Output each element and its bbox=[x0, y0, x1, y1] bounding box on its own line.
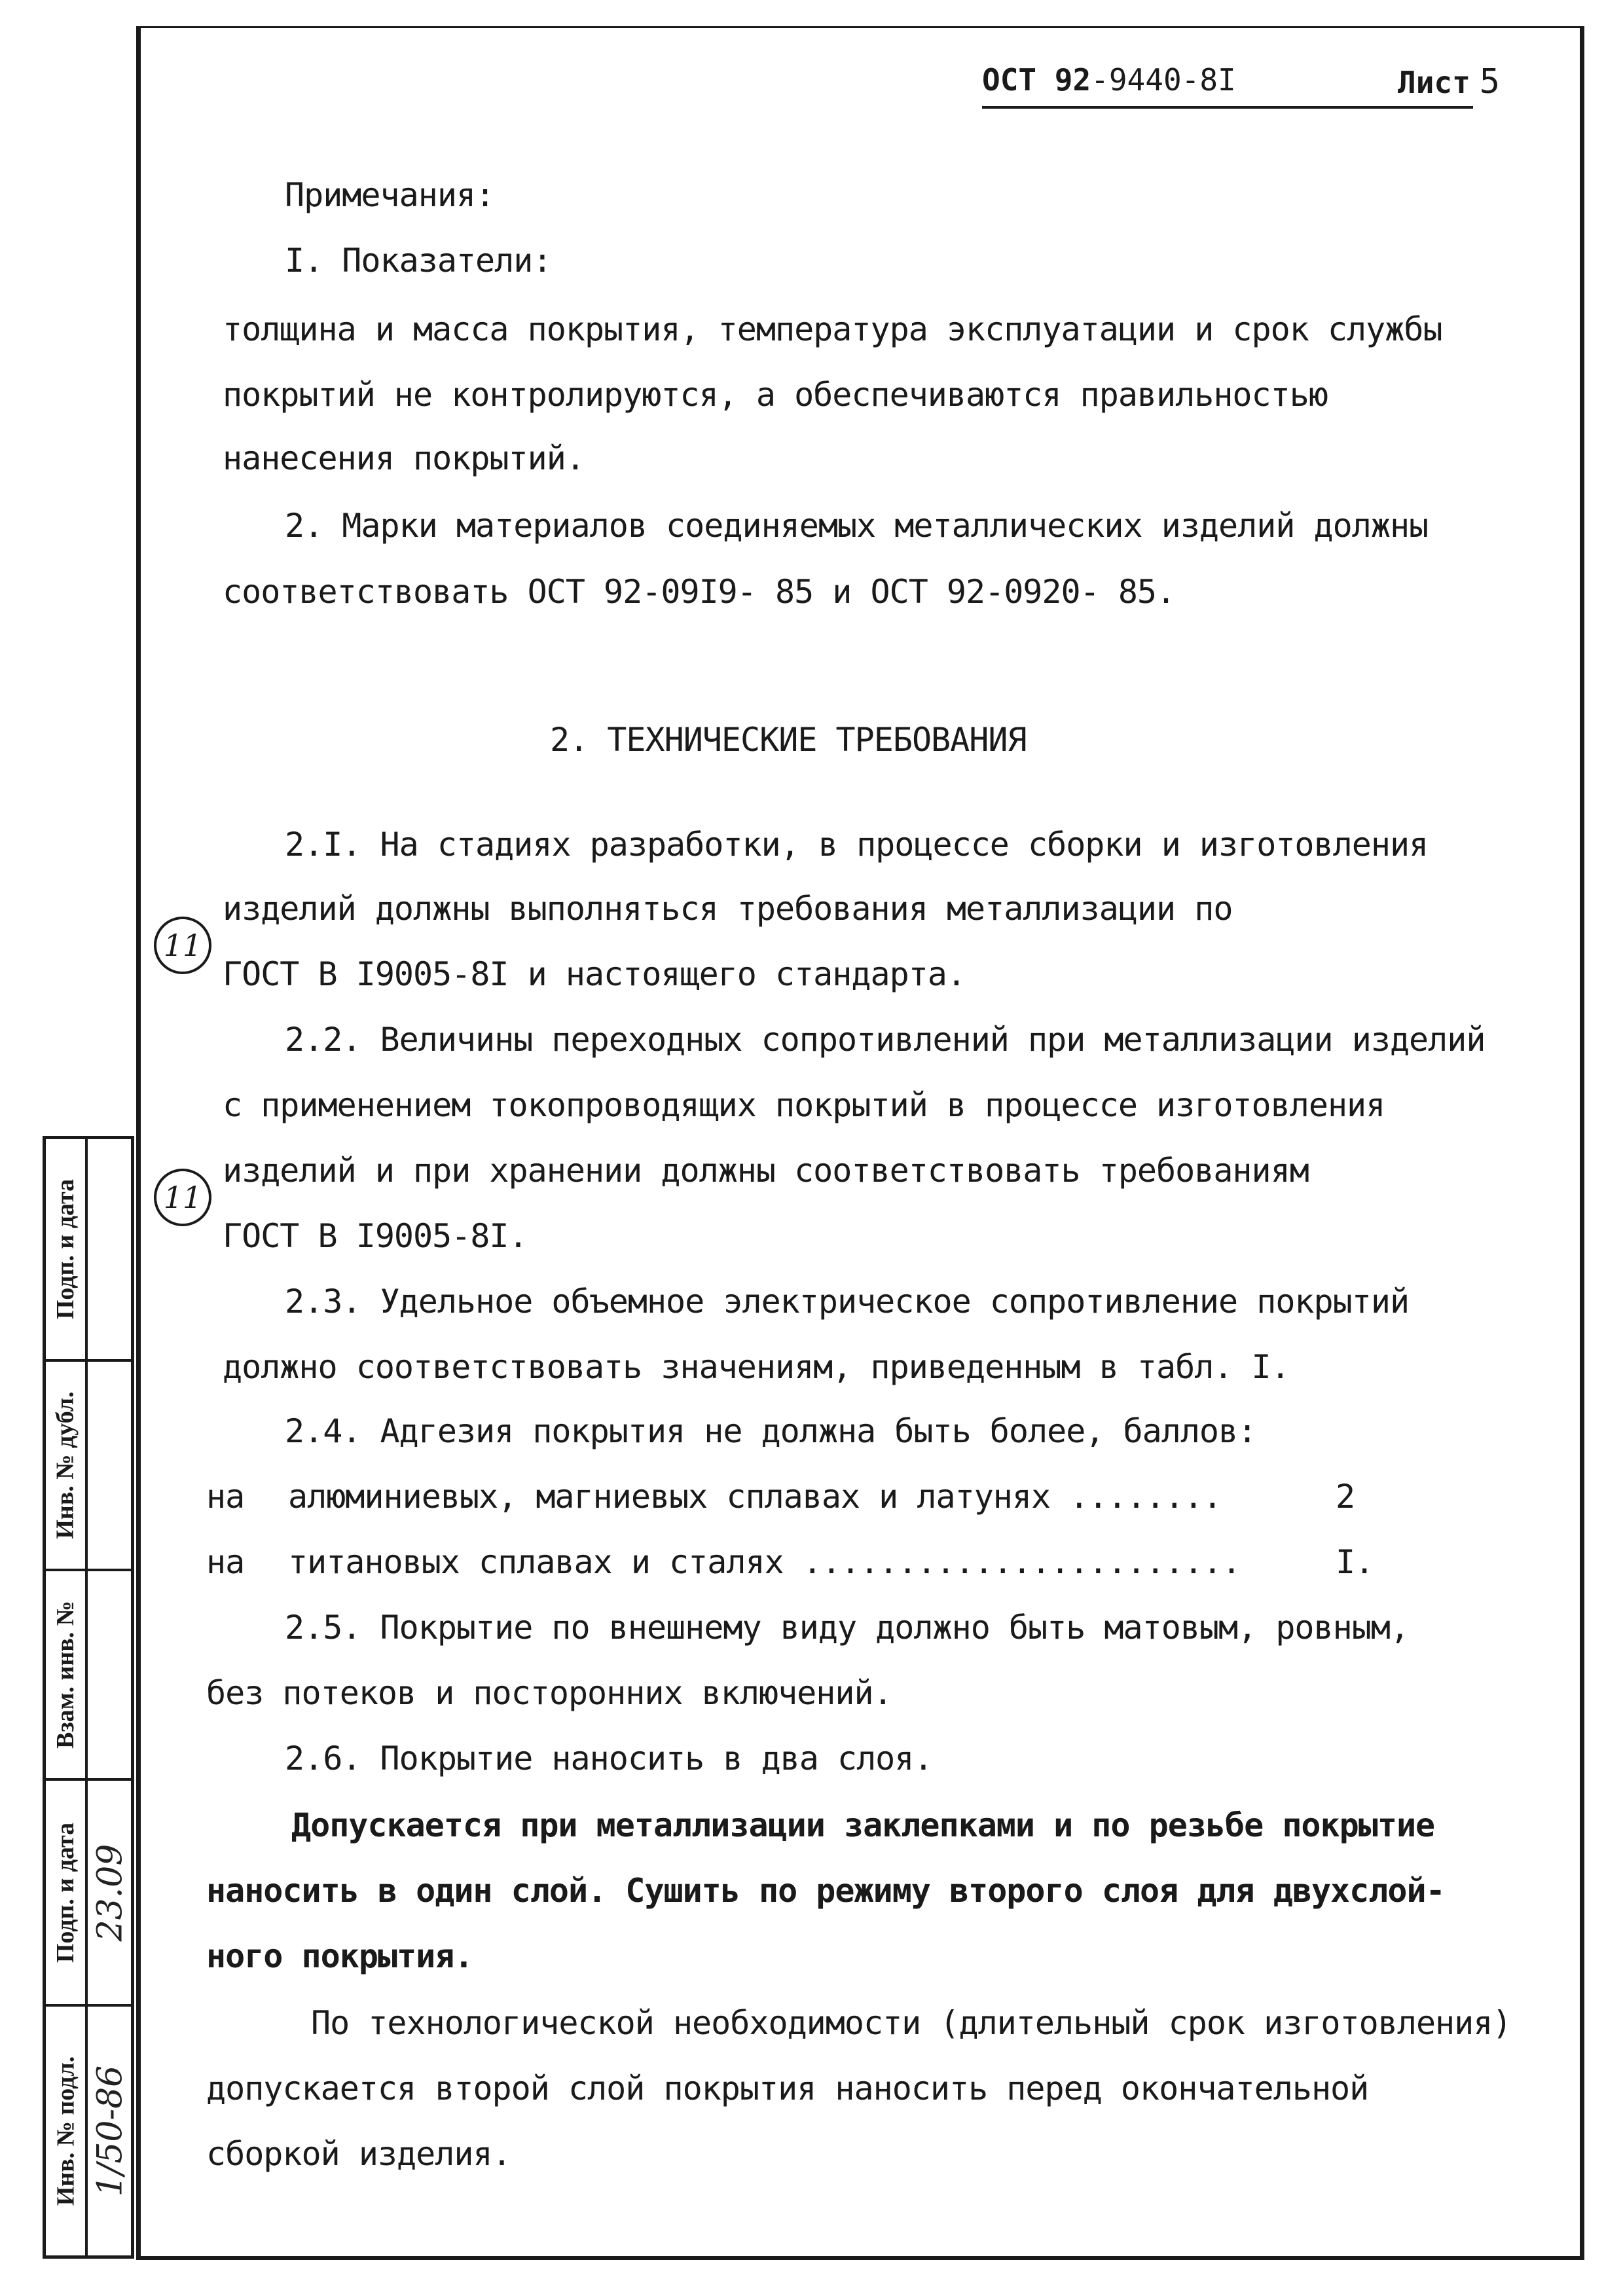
note-1-line: покрытий не контролируются, а обеспечиваются правильностью bbox=[223, 376, 1328, 414]
p24-row-value: 2 bbox=[1336, 1478, 1355, 1516]
p21-line: ГОСТ В I9005-8I и настоящего стандарта. bbox=[223, 955, 966, 993]
allowance-line: Допускается при металлизации заклепками и по резьбе покрытие bbox=[291, 1806, 1435, 1844]
section-heading: 2. ТЕХНИЧЕСКИЕ ТРЕБОВАНИЯ bbox=[550, 721, 1027, 759]
p25-line: 2.5. Покрытие по внешнему виду должно быть матовым, ровным, bbox=[285, 1609, 1410, 1647]
stamp-cell bbox=[46, 1571, 131, 1781]
p22-line: ГОСТ В I9005-8I. bbox=[223, 1217, 528, 1255]
tech-line: сборкой изделия. bbox=[206, 2135, 511, 2173]
p24-row-prefix: на bbox=[206, 1478, 245, 1516]
margin-change-mark: 11 bbox=[154, 1169, 211, 1226]
allowance-line: наносить в один слой. Сушить по режиму второго слоя для двухслой- bbox=[206, 1872, 1445, 1910]
notes-title: Примечания: bbox=[285, 176, 495, 214]
tech-line: По технологической необходимости (длительный срок изготовления) bbox=[311, 2004, 1512, 2042]
note-1-line: нанесения покрытий. bbox=[223, 439, 585, 477]
p24-row-text: алюминиевых, магниевых сплавах и латунях ........ bbox=[288, 1478, 1222, 1516]
p24-line: 2.4. Адгезия покрытия не должна быть более, баллов: bbox=[285, 1412, 1257, 1450]
p24-row-text: титановых сплавах и сталях ....................... bbox=[288, 1543, 1241, 1581]
p21-line: 2.I. На стадиях разработки, в процессе сборки и изготовления bbox=[285, 826, 1429, 864]
stamp-cell bbox=[46, 1139, 131, 1362]
stamp-cell bbox=[46, 2007, 131, 2255]
note-2-line: 2. Марки материалов соединяемых металлических изделий должны bbox=[285, 507, 1429, 545]
stamp-label: Подп. и дата bbox=[52, 1178, 79, 1320]
note-1-line: толщина и масса покрытия, температура эксплуатации и срок службы bbox=[223, 310, 1442, 348]
margin-change-mark: 11 bbox=[154, 917, 211, 974]
stamp-label: Инв. № подл. bbox=[52, 2056, 80, 2206]
page-frame bbox=[136, 26, 1584, 2260]
p23-line: должно соответствовать значениям, приведенным в табл. I. bbox=[223, 1348, 1290, 1386]
p25-line: без потеков и посторонних включений. bbox=[206, 1674, 892, 1712]
document-code: ОСТ 92-9440-8I bbox=[982, 62, 1236, 98]
p22-line: изделий и при хранении должны соответствовать требованиям bbox=[223, 1152, 1309, 1190]
p24-row-value: I. bbox=[1336, 1543, 1374, 1581]
p23-line: 2.3. Удельное объемное электрическое сопротивление покрытий bbox=[285, 1283, 1410, 1321]
p24-row-prefix: на bbox=[206, 1543, 245, 1581]
stamp-label: Подп. и дата bbox=[52, 1822, 79, 1963]
tech-line: допускается второй слой покрытия наносить перед окончательной bbox=[206, 2069, 1369, 2107]
stamp-handwritten: 23.09 bbox=[90, 1844, 130, 1941]
p22-line: с применением токопроводящих покрытий в процессе изготовления bbox=[223, 1086, 1385, 1124]
p22-line: 2.2. Величины переходных сопротивлений при металлизации изделий bbox=[285, 1021, 1486, 1059]
side-stamp bbox=[43, 1136, 134, 2259]
note-1-title: I. Показатели: bbox=[285, 242, 552, 280]
stamp-label: Инв. № дубл. bbox=[52, 1391, 80, 1539]
note-2-line: соответствовать ОСТ 92-09I9- 85 и ОСТ 92-0920- 85. bbox=[223, 573, 1176, 611]
p26-line: 2.6. Покрытие наносить в два слоя. bbox=[285, 1740, 933, 1777]
p21-line: изделий должны выполняться требования металлизации по bbox=[223, 890, 1233, 928]
stamp-handwritten: 1/50-86 bbox=[90, 2065, 130, 2197]
stamp-cell bbox=[46, 1781, 131, 2007]
stamp-label: Взам. инв. № bbox=[52, 1601, 79, 1749]
stamp-cell bbox=[46, 1362, 131, 1571]
stamp-divider bbox=[85, 1139, 88, 2255]
sheet-number: Лист 5 bbox=[1398, 62, 1501, 101]
allowance-line: ного покрытия. bbox=[206, 1937, 473, 1975]
